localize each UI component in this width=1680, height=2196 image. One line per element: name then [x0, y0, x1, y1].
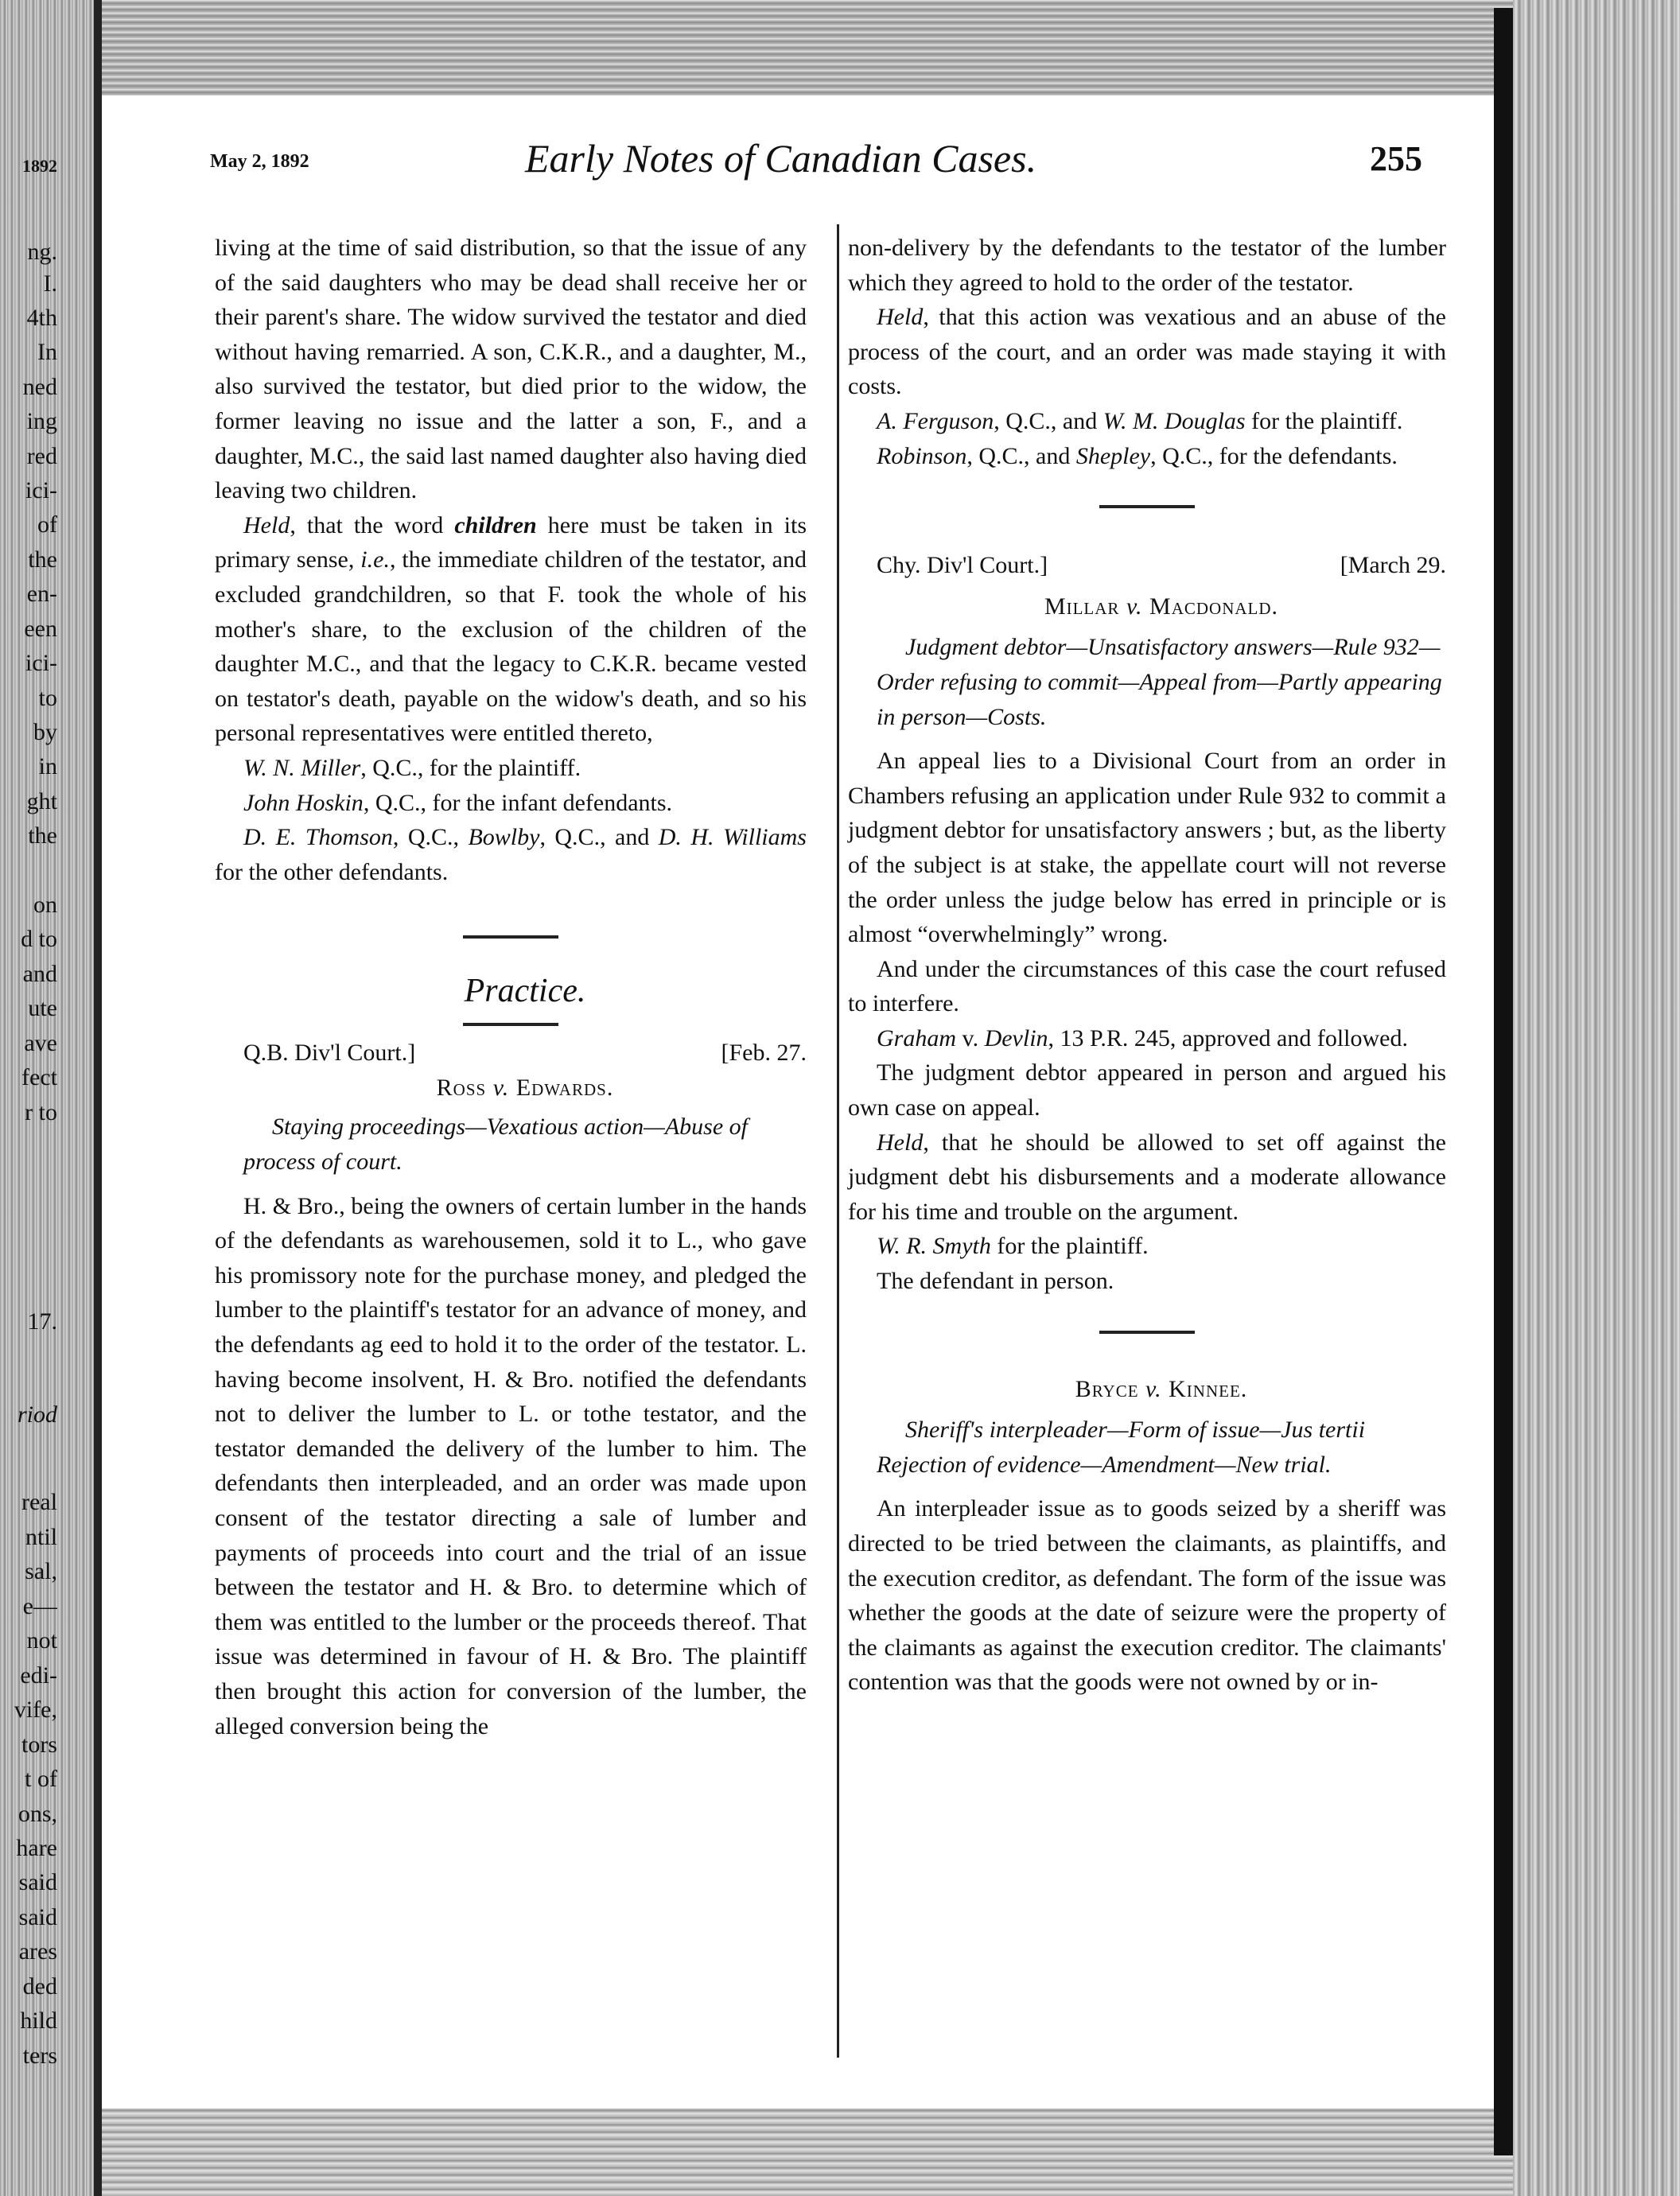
margin-fragment: to — [38, 685, 57, 711]
counsel-line — [848, 439, 1446, 474]
margin-fragment: the — [28, 822, 57, 849]
case-paragraph — [848, 1021, 1446, 1056]
headnote: Sheriff's interpleader—Form of issue—Jus tertii Rejection of evidence—Amendment—New trial. — [877, 1417, 1366, 1478]
held-word: Held — [877, 1129, 924, 1156]
held-paragraph — [848, 1125, 1446, 1230]
margin-fragment: In — [37, 339, 57, 365]
headnote: Staying proceedings—Vexatious action—Abuse of process of court. — [243, 1114, 748, 1176]
margin-fragment: 17. — [27, 1308, 57, 1335]
counsel-name: A. Ferguson — [877, 407, 994, 434]
left-column — [215, 231, 807, 1743]
margin-fragment: 4th — [26, 305, 57, 331]
scan-edge-right — [1513, 0, 1680, 2196]
counsel-name: W. N. Miller — [243, 754, 361, 781]
margin-fragment: ntil — [25, 1524, 57, 1550]
counsel-role: , Q.C., for the defendants. — [1150, 442, 1398, 469]
margin-fragment: of — [37, 511, 57, 538]
margin-fragment: edi- — [20, 1662, 57, 1689]
party-name: Ross — [436, 1074, 487, 1101]
held-text: , that the word — [290, 511, 455, 538]
case-paragraph: And under the circumstances of this case the court refused to interfere. — [848, 955, 1446, 1017]
decision-date: [Feb. 27. — [721, 1040, 807, 1067]
counsel-role: , Q.C., for the plaintiff. — [360, 754, 581, 781]
party-name: Bryce — [1075, 1375, 1139, 1402]
margin-fragment: fect — [21, 1064, 57, 1090]
counsel-name: John Hoskin — [243, 789, 364, 816]
case-paragraph: An appeal lies to a Divisional Court from an order in Chambers refusing an application under Rule 932 to commit a judgment debtor for unsatisfactory answers ; but, as the liberty of the subject is at stake, the appellate court will not reverse the order unless the judge below has erred in principle or is almost “overwhelmingly” wrong. — [848, 748, 1446, 948]
case-name — [848, 589, 1446, 624]
case-body: H. & Bro., being the owners of certain lumber in the hands of the defendants as warehousemen, sold it to L., who gave his promissory note for the purchase money, and pledged the lumber to the plaintiff's testator for an advance of money, and the defendants ag eed to hold it to the order of the testator. L. having become insolvent, H. & Bro. notified the defendants not to deliver the lumber to L. or tothe testator, and the testator demanded the delivery of the lumber to him. The defendants then interpleaded, and an order was made upon consent of the testator directing a sale of lumber and payments of proceeds into court and the trial of an issue between the testator and H. & Bro. to determine which of them was entitled to the lumber or the proceeds thereof. That issue was determined in favour of H. & Bro. The plaintiff then brought this action for conversion of the lumber, the alleged conversion being the — [215, 1192, 807, 1739]
section-title: Practice. — [464, 973, 586, 1010]
children-word: children — [454, 511, 537, 538]
margin-fragment: ons, — [18, 1801, 57, 1827]
ie-word: i.e. — [360, 546, 390, 573]
margin-fragment: r to — [25, 1099, 57, 1125]
party-name: Edwards. — [515, 1074, 614, 1101]
margin-fragment: riod — [17, 1401, 57, 1428]
margin-fragment: in — [38, 753, 57, 779]
counsel-line — [215, 786, 807, 821]
margin-fragment: ing — [26, 408, 57, 434]
counsel-role: for the plaintiff. — [1245, 407, 1403, 434]
scan-edge-bottom — [102, 2109, 1680, 2196]
held-text: , the immediate children of the testator, and excluded grandchildren, so that F. took the whole of his mother's share, to the exclusion of the children of the daughter M.C., and that the legacy to C.K.R. became vested on testator's death, payable on the widow's death, and so his personal representatives were entitled thereto, — [215, 546, 807, 747]
held-text: here must be taken in its primary sense, — [215, 511, 807, 573]
margin-fragment: ded — [22, 1973, 57, 2000]
citation-text: , 13 P.R. 245, approved and followed. — [1048, 1024, 1408, 1051]
counsel-role: , Q.C., and — [994, 407, 1103, 434]
counsel-role: , Q.C., — [392, 824, 469, 851]
held-text: , that he should be allowed to set off against the judgment debt his disbursements and a moderate allowance for his time and trouble on the argument. — [848, 1129, 1446, 1225]
margin-fragment: ares — [18, 1938, 57, 1965]
margin-fragment: ici- — [25, 477, 57, 503]
party-name: Devlin — [984, 1024, 1048, 1051]
case-paragraph: The judgment debtor appeared in person and argued his own case on appeal. — [848, 1059, 1446, 1121]
counsel-line — [215, 751, 807, 786]
margin-fragment: by — [33, 719, 57, 745]
party-name: Kinnee. — [1169, 1375, 1248, 1402]
versus: v. — [1126, 593, 1143, 620]
party-name: Graham — [877, 1024, 957, 1051]
opening-paragraph: living at the time of said distribution, so that the issue of any of the said daughters who may be dead shall receive her or their parent's share. The widow survived the testator and died without having remarried. A son, C.K.R., and a daughter, M., also survived the testator, but died prior to the widow, the former leaving no issue and the latter a son, F., and a daughter, M.C., the said last named daughter also having died leaving two children. — [215, 235, 807, 504]
counsel-name: W. R. Smyth — [877, 1233, 991, 1260]
held-text: , that this action was vexatious and an abuse of the process of the court, and an order was made staying it with costs. — [848, 304, 1446, 400]
decision-date: [March 29. — [1340, 552, 1446, 579]
counsel-role: , Q.C., for the infant defendants. — [363, 789, 673, 816]
scan-binding-bar — [1494, 8, 1513, 2155]
page-number: 255 — [1370, 139, 1422, 178]
versus: v. — [492, 1074, 510, 1101]
counsel-line — [215, 820, 807, 889]
margin-fragment: 1892 — [22, 156, 57, 176]
margin-fragment: d to — [21, 926, 57, 952]
column-divider — [837, 224, 839, 2058]
counsel-line: The defendant in person. — [877, 1268, 1114, 1295]
counsel-name: Robinson — [877, 442, 967, 469]
counsel-role: , Q.C., and — [539, 824, 659, 851]
counsel-name: W. M. Douglas — [1102, 407, 1246, 434]
margin-fragment: said — [18, 1869, 57, 1895]
margin-fragment: sal, — [25, 1558, 57, 1584]
case-body: An interpleader issue as to goods seized by a sheriff was directed to be tried between the claimants, as plaintiffs, and the execution creditor, as defendant. The form of the issue was whether the goods at the date of seizure were the property of the claimants as against the execution creditor. The claimants' contention was that the goods were not owned by or in- — [848, 1495, 1446, 1696]
margin-fragment: ned — [22, 374, 57, 400]
margin-fragment: ave — [24, 1030, 57, 1056]
margin-fragment: ute — [28, 995, 57, 1021]
counsel-role: for the other defendants. — [215, 858, 449, 885]
case-name — [215, 1071, 807, 1106]
held-word: Held — [877, 304, 924, 331]
party-name: Millar — [1044, 593, 1120, 620]
held-paragraph — [215, 508, 807, 751]
court-date-line — [848, 548, 1446, 583]
margin-fragment: hild — [20, 2007, 57, 2034]
counsel-name: Bowlby — [468, 824, 540, 851]
margin-fragment: en- — [26, 581, 57, 607]
case-name — [848, 1372, 1446, 1407]
party-name: Macdonald. — [1149, 593, 1279, 620]
margin-fragment: ght — [26, 788, 57, 814]
margin-fragment: vife, — [14, 1697, 57, 1723]
counsel-line — [848, 1229, 1446, 1264]
margin-fragment: een — [24, 616, 57, 642]
continuation-paragraph: non-delivery by the defendants to the testator of the lumber which they agreed to hold to the order of the testator. — [848, 235, 1446, 296]
counsel-name: D. H. Williams — [658, 824, 807, 851]
counsel-name: Shepley — [1075, 442, 1151, 469]
counsel-role: , Q.C., and — [966, 442, 1076, 469]
margin-fragment: and — [22, 961, 57, 987]
versus: v. — [956, 1024, 985, 1051]
court-name: Q.B. Div'l Court.] — [243, 1040, 416, 1067]
counsel-name: D. E. Thomson — [243, 824, 393, 851]
court-date-line — [215, 1036, 807, 1071]
margin-fragment: I. — [43, 270, 57, 297]
margin-fragment: hare — [16, 1835, 57, 1861]
margin-fragment: e— — [22, 1593, 57, 1619]
scan-edge-top — [102, 0, 1680, 95]
margin-fragment: said — [18, 1904, 57, 1930]
margin-fragment: red — [26, 443, 57, 469]
scan-gutter-left — [94, 0, 102, 2196]
margin-fragment: ng. — [27, 239, 57, 265]
right-column — [848, 231, 1446, 1700]
margin-fragment: tors — [21, 1732, 57, 1758]
margin-fragment: the — [28, 546, 57, 573]
margin-fragment: real — [21, 1489, 57, 1515]
margin-fragment: t of — [25, 1766, 57, 1792]
versus: v. — [1145, 1375, 1162, 1402]
held-paragraph — [848, 300, 1446, 404]
court-name: Chy. Div'l Court.] — [877, 552, 1048, 579]
margin-fragment: ters — [22, 2042, 57, 2069]
margin-fragment: on — [33, 892, 57, 918]
margin-fragment: ici- — [25, 650, 57, 676]
margin-fragment: not — [26, 1627, 57, 1654]
header-date: May 2, 1892 — [210, 151, 309, 172]
headnote: Judgment debtor—Unsatisfactory answers—Rule 932—Order refusing to commit—Appeal from—Partly appearing in person—Costs. — [877, 634, 1442, 730]
held-word: Held — [243, 511, 290, 538]
counsel-role: for the plaintiff. — [990, 1233, 1149, 1260]
running-title: Early Notes of Canadian Cases. — [525, 136, 1037, 181]
counsel-line — [848, 404, 1446, 439]
